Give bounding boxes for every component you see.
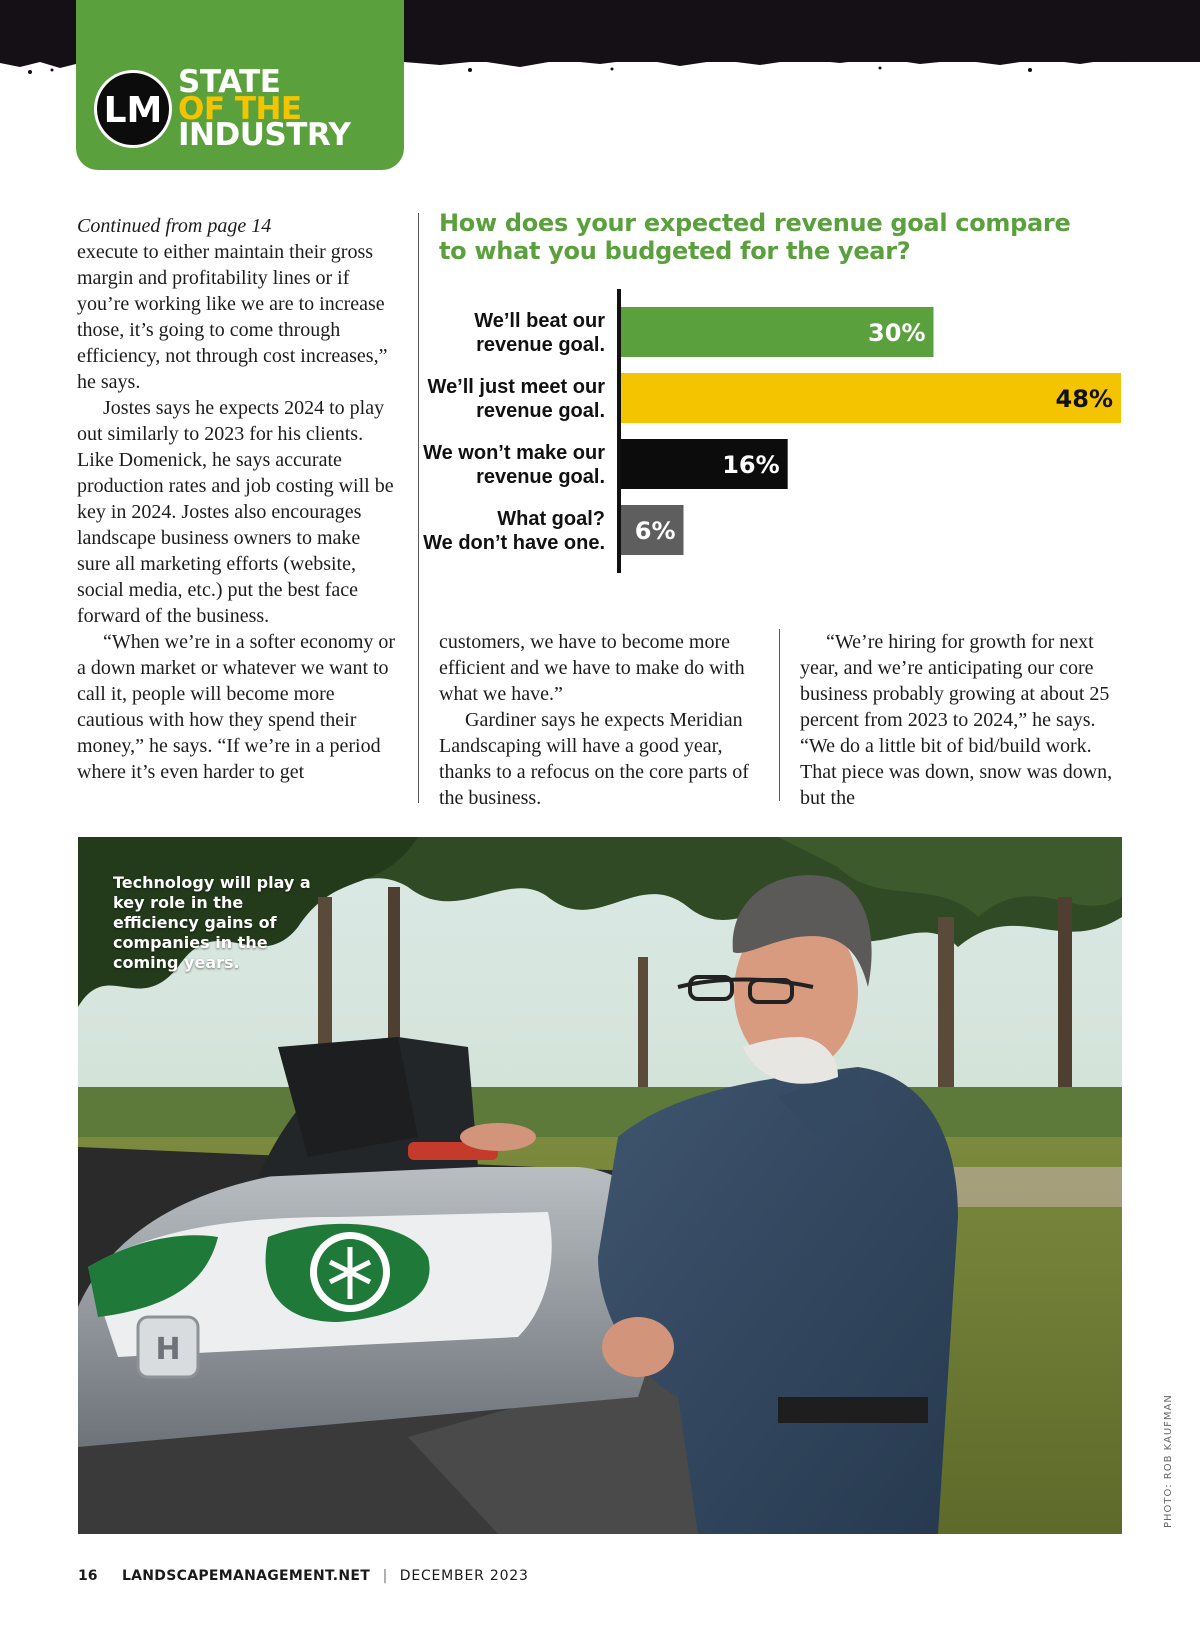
column-divider [779, 629, 780, 801]
column-divider [418, 213, 419, 803]
badge-line-industry: INDUSTRY [178, 117, 351, 153]
chart-value-label: 30% [868, 319, 926, 347]
paragraph: customers, we have to become more efficient and we have to make do with what we have.” [439, 631, 745, 705]
chart-category-label: What goal? [497, 508, 605, 530]
lm-logo-mark [97, 73, 169, 145]
site-name: LANDSCAPEMANAGEMENT.NET [121, 1568, 371, 1584]
page-number: 16 [78, 1568, 98, 1584]
svg-text:H: H [155, 1332, 181, 1367]
continued-from-note: Continued from page 14 [77, 215, 272, 237]
lm-logo [94, 70, 172, 148]
chart-title: How does your expected revenue goal compare to what you budgeted for the year? [439, 209, 1071, 265]
badge-line-of-the: OF THE [178, 91, 302, 127]
paragraph: “When we’re in a softer economy or a down market or whatever we want to call it, people will become more cautious with how they spend their money,” he says. “If we’re in a period where it’s even harder to get [77, 631, 396, 783]
paragraph: “We’re hiring for growth for next year, and we’re anticipating our core business probably growing at about 25 percent from 2023 to 2024,” he says. “We do a little bit of bid/build work. That piece was down, snow was down, but the [800, 631, 1113, 809]
chart-value-label: 16% [722, 451, 780, 479]
chart-category-label: We’ll beat our [474, 310, 605, 332]
chart-category-label: We won’t make our [423, 442, 605, 464]
chart-bar [621, 373, 1121, 423]
article-column-3 [800, 629, 1122, 811]
revenue-goal-bar-chart [420, 285, 1140, 575]
photo-caption: Technology will play a key role in the efficiency gains of companies in the coming years. [113, 873, 311, 972]
chart-category-label: revenue goal. [476, 334, 605, 356]
chart-category-label: revenue goal. [476, 400, 605, 422]
footer-separator: | [382, 1568, 388, 1584]
chart-category-label: We don’t have one. [423, 532, 605, 554]
paragraph: execute to either maintain their gross margin and profitability lines or if you’re working like we are to increase those, it’s going to come through efficiency, not through cost increases,” he says. [77, 241, 388, 393]
article-column-2 [439, 629, 769, 811]
photo-credit: PHOTO: ROB KAUFMAN [1163, 1394, 1174, 1528]
chart-value-label: 48% [1055, 385, 1113, 413]
paragraph: Gardiner says he expects Meridian Landscaping will have a good year, thanks to a refocus on the core parts of the business. [439, 709, 749, 809]
state-of-industry-badge [76, 0, 404, 170]
chart-category-label: revenue goal. [476, 466, 605, 488]
page-footer [78, 1568, 529, 1584]
article-column-1 [77, 213, 397, 785]
badge-line-state: STATE [178, 64, 281, 100]
chart-axis [617, 289, 621, 573]
chart-category-label: We’ll just meet our [427, 376, 605, 398]
chart-value-label: 6% [634, 517, 676, 545]
issue-date: DECEMBER 2023 [399, 1568, 529, 1584]
paragraph: Jostes says he expects 2024 to play out similarly to 2023 for his clients. Like Domenick, he says accurate production rates and job costing will be key in 2024. Jostes also encourages landscape business owners to make sure all marketing efforts (website, social media, etc.) put the best face forward of the business. [77, 397, 394, 627]
logo-text: LM [103, 90, 163, 131]
